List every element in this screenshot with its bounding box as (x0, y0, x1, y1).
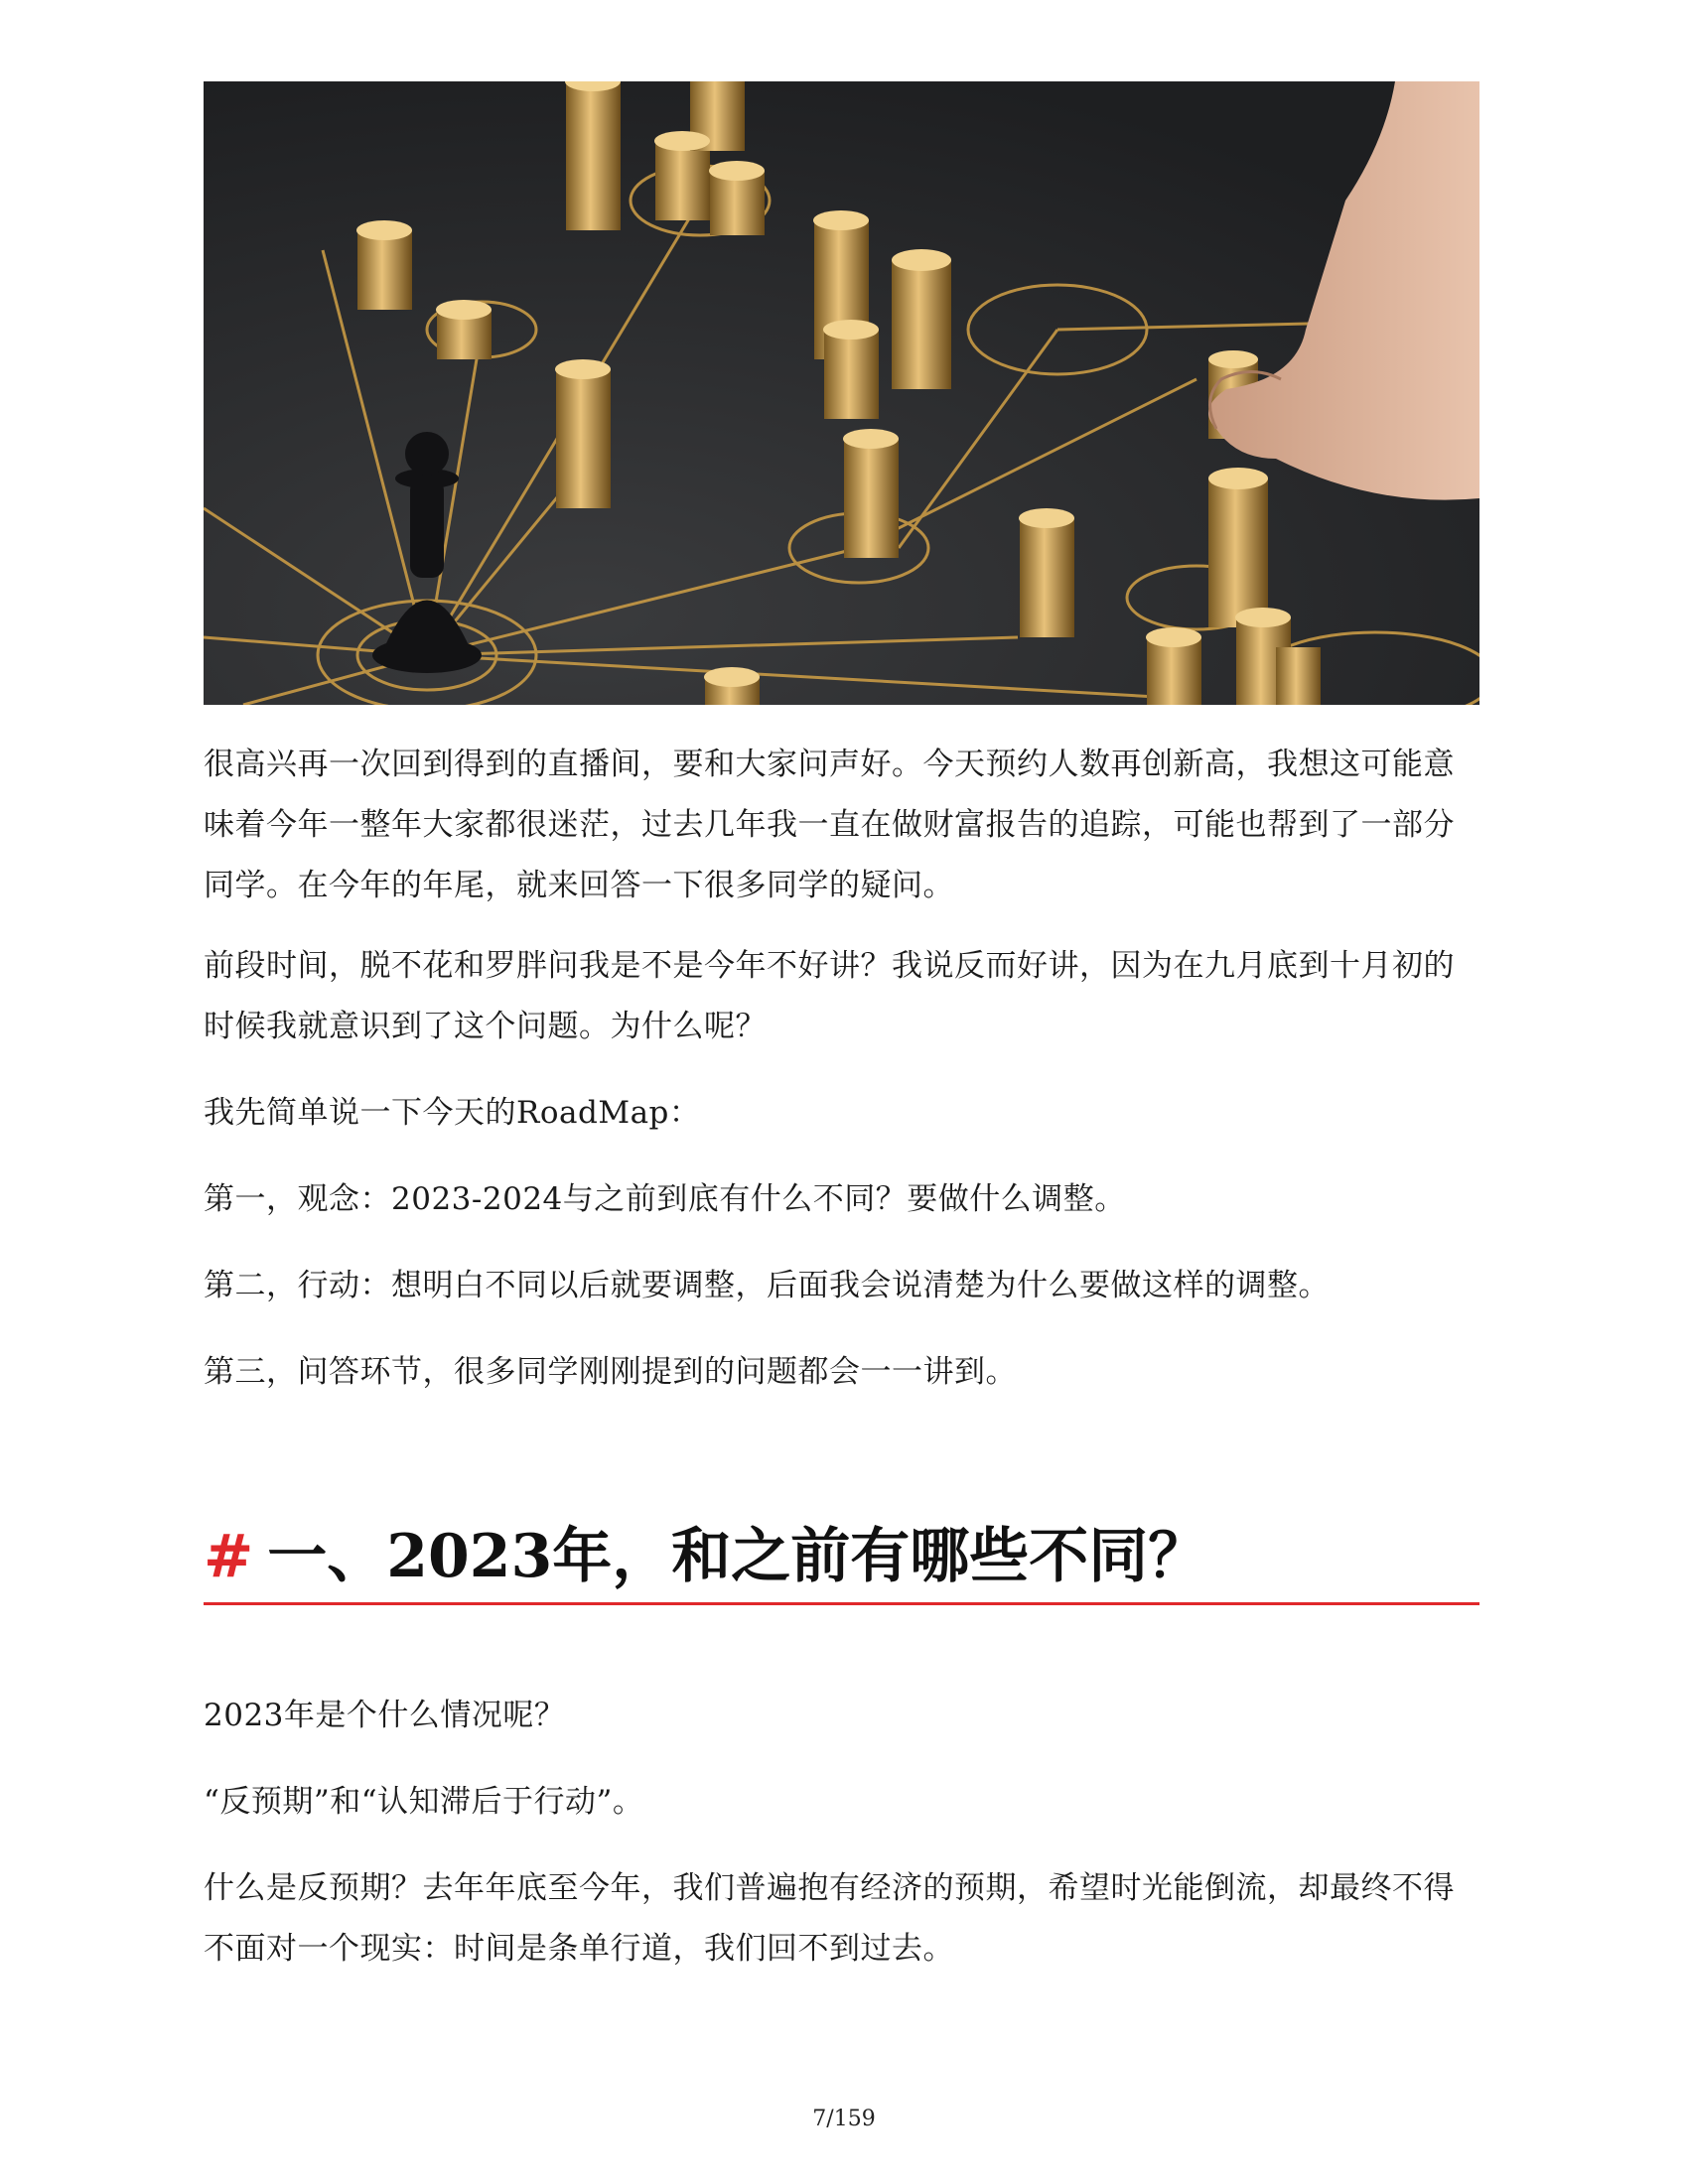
intro-section (204, 735, 1484, 1403)
section-title (204, 1511, 1479, 1602)
section-body (204, 1686, 1484, 1979)
paragraph: 前段时间，脱不花和罗胖问我是不是今年不好讲？我说反而好讲，因为在九月底到十月初的时候我就意识到了这个问题。为什么呢？ (204, 948, 1455, 1044)
paragraph: 什么是反预期？去年年底至今年，我们普遍抱有经济的预期，希望时光能倒流，却最终不得不面对一个现实：时间是条单行道，我们回不到过去。 (204, 1870, 1455, 1967)
paragraph: 很高兴再一次回到得到的直播间，要和大家问声好。今天预约人数再创新高，我想这可能意味着今年一整年大家都很迷茫，过去几年我一直在做财富报告的追踪，可能也帮到了一部分同学。在今年的年尾，就来回答一下很多同学的疑问。 (204, 747, 1455, 903)
list-item: 第三，问答环节，很多同学刚刚提到的问题都会一一讲到。 (204, 1354, 1017, 1390)
page-number: 7/159 (812, 2107, 876, 2131)
paragraph: “反预期”和“认知滞后于行动”。 (204, 1784, 644, 1820)
hero-image (204, 81, 1479, 705)
section-title-text: 一、2023年，和之前有哪些不同？ (267, 1522, 1208, 1591)
coins-network-icon (204, 81, 1479, 705)
list-item: 第一，观念：2023-2024与之前到底有什么不同？要做什么调整。 (204, 1181, 1126, 1217)
section-heading (204, 1511, 1479, 1605)
paragraph: 2023年是个什么情况呢？ (204, 1698, 566, 1733)
hash-icon: # (204, 1522, 254, 1591)
list-item: 第二，行动：想明白不同以后就要调整，后面我会说清楚为什么要做这样的调整。 (204, 1268, 1330, 1303)
paragraph: 我先简单说一下今天的RoadMap： (204, 1095, 701, 1131)
